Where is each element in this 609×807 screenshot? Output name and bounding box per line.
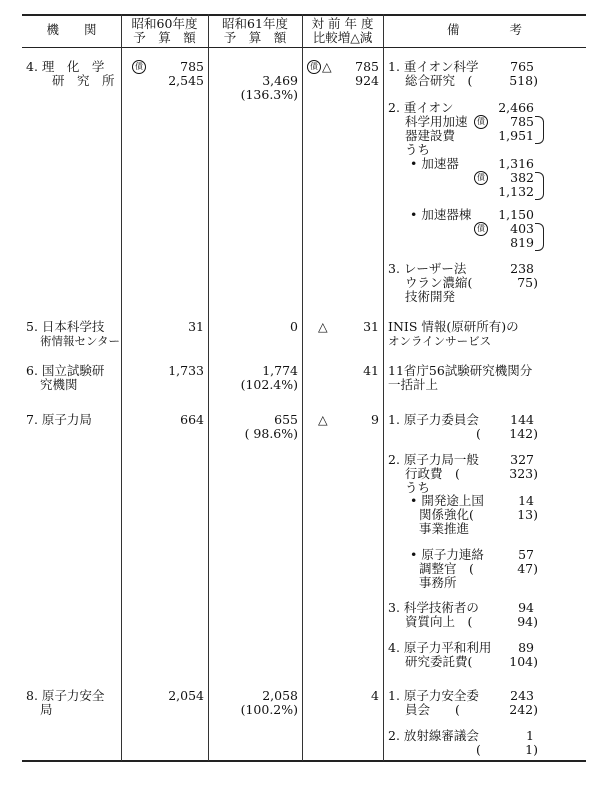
header-diff: 対 前 年 度	[311, 16, 374, 31]
row4-note-value: 518)	[509, 73, 538, 88]
col-divider	[383, 14, 384, 761]
row4-note-value: 1,316	[498, 156, 534, 171]
row7-note: 1. 原子力委員会	[388, 412, 479, 427]
row8-name: 8. 原子力安全	[26, 688, 105, 703]
row4-diff-kaku: 785	[355, 59, 379, 74]
row7-note: 3. 科学技術者の	[388, 600, 479, 615]
row7-note-value: 323)	[509, 466, 538, 481]
row7-diff: 9	[371, 412, 379, 427]
row5-name: 5. 日本科学技	[26, 319, 105, 334]
row4-s60-kaku: 785	[180, 59, 204, 74]
kaku-mark-icon: 債	[474, 171, 488, 185]
row7-note: 関係強化(	[419, 507, 474, 522]
row4-name: 4. 理 化 学	[26, 59, 105, 74]
row4-note: 2. 重イオン	[388, 100, 454, 115]
row7-note-value: 142)	[509, 426, 538, 441]
row7-note-value: 144	[510, 412, 534, 427]
header-kikan: 機 関	[46, 22, 97, 37]
header-diff-sub: 比較増△減	[312, 30, 373, 45]
row4-note-value: 382	[510, 170, 534, 185]
row8-s60: 2,054	[168, 688, 204, 703]
row4-note: 総合研究 (	[405, 73, 473, 88]
row4-note: • 加速器	[410, 156, 459, 171]
header-s60: 昭和60年度	[131, 16, 198, 31]
header-s60-sub: 予 算 額	[133, 30, 196, 45]
row8-note-value: 242)	[509, 702, 538, 717]
bracket	[535, 116, 544, 144]
kaku-mark-icon: 債	[132, 60, 146, 74]
row4-note-value: 2,466	[498, 100, 534, 115]
row4-note-value: 403	[510, 221, 534, 236]
row6-name: 究機関	[40, 377, 78, 392]
header-bottom-rule	[22, 47, 586, 48]
bracket	[535, 172, 544, 200]
row8-note: 員会 (	[405, 702, 460, 717]
row7-note-value: 94	[518, 600, 534, 615]
row4-note-value: 765	[510, 59, 534, 74]
row7-note-value: 327	[510, 452, 534, 467]
row4-name: 研 究 所	[52, 73, 115, 88]
row7-note-value: 94)	[517, 614, 538, 629]
row7-note: 調整官 (	[419, 561, 474, 576]
row4-note-value: 238	[510, 261, 534, 276]
row8-note: 1. 原子力安全委	[388, 688, 479, 703]
row8-name: 局	[40, 702, 53, 717]
row4-note: 技術開発	[405, 289, 456, 304]
row4-note-value: 1,132	[498, 184, 534, 199]
triangle-icon: △	[318, 412, 328, 427]
table-bottom-rule	[22, 760, 586, 762]
row7-note: うち	[405, 480, 431, 495]
row8-note-value: 1	[526, 728, 534, 743]
kaku-mark-icon: 債	[307, 60, 321, 74]
row6-s61: 1,774	[262, 363, 298, 378]
row5-s61: 0	[290, 319, 298, 334]
row7-note: 資質向上 (	[405, 614, 473, 629]
row7-note: 事務所	[419, 575, 457, 590]
row4-diff: 924	[355, 73, 379, 88]
row6-s61-pct: (102.4%)	[240, 377, 298, 392]
row7-name: 7. 原子力局	[26, 412, 92, 427]
row4-note: ウラン濃縮(	[405, 275, 473, 290]
row8-diff: 4	[371, 688, 379, 703]
row4-note-value: 819	[510, 235, 534, 250]
triangle-icon: △	[322, 59, 332, 74]
row6-s60: 1,733	[168, 363, 204, 378]
bracket	[535, 223, 544, 251]
row4-note: うち	[405, 142, 431, 157]
row5-diff: 31	[363, 319, 379, 334]
row4-note-value: 1,951	[498, 128, 534, 143]
row4-note-value: 785	[510, 114, 534, 129]
row5-note: INIS 情報(原研所有)の	[388, 319, 519, 334]
row8-s61: 2,058	[262, 688, 298, 703]
row8-note: (	[476, 742, 481, 757]
row5-name: 術情報センター	[40, 334, 121, 348]
col-divider	[208, 14, 209, 761]
header-s61-sub: 予 算 額	[223, 30, 287, 45]
header-s61: 昭和61年度	[222, 16, 288, 31]
row4-note: 3. レーザー法	[388, 261, 467, 276]
row8-note-value: 1)	[525, 742, 538, 757]
row7-s61-pct: ( 98.6%)	[244, 426, 298, 441]
row7-note-value: 89	[518, 640, 534, 655]
row6-note: 一括計上	[388, 377, 439, 392]
row6-note: 11省庁56試験研究機関分	[388, 363, 533, 378]
row4-s61-pct: (136.3%)	[240, 87, 298, 102]
row7-note-value: 47)	[517, 561, 538, 576]
row4-note: 器建設費	[405, 128, 456, 143]
row7-note-value: 57	[518, 547, 534, 562]
row4-s61: 3,469	[262, 73, 298, 88]
row7-note: 4. 原子力平和利用	[388, 640, 492, 655]
triangle-icon: △	[318, 319, 328, 334]
row7-note-value: 104)	[509, 654, 538, 669]
kaku-mark-icon: 債	[474, 222, 488, 236]
row4-note-value: 75)	[517, 275, 538, 290]
row8-s61-pct: (100.2%)	[240, 702, 298, 717]
row8-note: 2. 放射線審議会	[388, 728, 479, 743]
row4-s60: 2,545	[168, 73, 204, 88]
row7-note: 行政費 (	[405, 466, 460, 481]
row8-note-value: 243	[510, 688, 534, 703]
row7-s61: 655	[274, 412, 298, 427]
row7-note-value: 14	[518, 493, 534, 508]
header-biko: 備 考	[446, 22, 522, 37]
row6-diff: 41	[363, 363, 379, 378]
row4-note: • 加速器棟	[410, 207, 472, 222]
row7-note-value: 13)	[517, 507, 538, 522]
row5-note: オンラインサービス	[388, 334, 492, 348]
kaku-mark-icon: 債	[474, 115, 488, 129]
row5-s60: 31	[188, 319, 204, 334]
row4-note: 1. 重イオン科学	[388, 59, 479, 74]
row4-note: 科学用加速	[405, 114, 468, 129]
col-divider	[121, 14, 122, 761]
row7-note: 2. 原子力局一般	[388, 452, 479, 467]
row7-s60: 664	[180, 412, 204, 427]
table-top-rule	[22, 14, 586, 16]
row7-note: 事業推進	[419, 521, 470, 536]
row7-note: (	[476, 426, 481, 441]
row7-note: • 原子力連絡	[410, 547, 484, 562]
row6-name: 6. 国立試験研	[26, 363, 105, 378]
row4-note-value: 1,150	[498, 207, 534, 222]
row7-note: • 開発途上国	[410, 493, 484, 508]
col-divider	[302, 14, 303, 761]
row7-note: 研究委託費(	[405, 654, 473, 669]
